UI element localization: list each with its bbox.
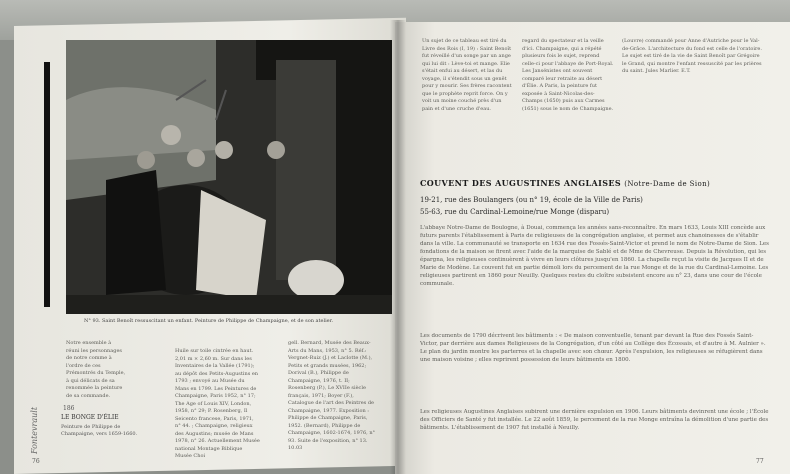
sidebar-number: 186 bbox=[63, 405, 75, 412]
right-top-column-3: (Louvre) commandé pour Anne d'Autriche pour le Val-de-Grâce. L'architecture du fond est celle de l'oratoire. Le sujet est tiré de la vie de Saint Benoît par Grégoire le Grand, qui montre l'enfant ressuscité par les prières du saint. Jules Marlier. E.T. bbox=[622, 38, 762, 74]
painting-figure bbox=[66, 40, 392, 314]
section-heading-paren: (Notre-Dame de Sion) bbox=[624, 180, 711, 188]
left-page-number: 76 bbox=[32, 458, 40, 465]
left-column-1: Notre ensemble à réuni les personnages de notre comme à l'ordre de ces Prémontrés du Temple, à qui délicats de sa renommée la peinture de sa commande. bbox=[66, 340, 126, 399]
right-body-paragraph-2: Les documents de 1790 décrivent les bâtiments : « De maison conventuelle, tenant par devant la Rue des Fossés Saint-Victor, par derrière aux dames Religieuses de la Congrégation, d'un côté au Collège des Écossais, et d'autre à M. Aulnier ». Le plan du jardin montre les parterres et la chapelle avec son chœur. Après l'expulsion, les religieuses se réfugièrent dans une maison voisine ; elles reprirent possession de leurs bâtiments en 1800. bbox=[420, 333, 766, 363]
right-page-number: 77 bbox=[756, 458, 764, 465]
address-line-2: 55-63, rue du Cardinal-Lemoine/rue Monge (disparu) bbox=[420, 208, 610, 216]
right-top-column-2: regard du spectateur et la veille d'ici. Champaigne, qui a répété plusieurs fois le sujet, reprend celle-ci pour l'abbaye de Port-Royal. Les Jansénistes ont souvent comparé leur retraite au désert d'Élie. A Paris, la peinture fut exposée à Saint-Nicolas-des-Champs (1650) puis aux Carmes (1651) sous le nom de Champaigne. bbox=[522, 38, 614, 112]
right-top-column-1: Un sujet de ce tableau est tiré du Livre des Rois (I, 19) : Saint Benoît fut réveillé d'un songe par un ange qui lui dit : Lève-toi et mange. Elie s'était enfui au désert, et las du voyage, il s'étendit sous un genêt pour y mourir. Ses frères racontent que le prophète reprit force. On y voit un moine couché près d'un pain et d'une cruche d'eau. bbox=[422, 38, 512, 112]
figure-caption: N° 93. Saint Benoît ressuscitant un enfant. Peinture de Philippe de Champaigne, et de son atelier. bbox=[84, 318, 334, 324]
painting-image bbox=[66, 40, 392, 314]
sidebar-subtitle: Peinture de Philippe de Champaigne, vers 1659-1660. bbox=[61, 424, 138, 437]
left-column-3: gell. Bernard, Musée des Beaux-Arts du Mans, 1953, n° 5. Réf.: Vergnet-Ruiz (J.) et Laclotte (M.), Petits et grands musées, 1962; Dorival (B.), Philippe de Champaigne, 1976, t. II; Rosenberg (P.), Le XVIIe siècle français, 1971; Boyer (F.), Catalogue de l'art des Peintres de Champaigne, 1977. Exposition : Philippe de Champaigne, Paris, 1952. (Bernard), Philippe de Champaigne, 1602-1674, 1976, n° 93. Suite de l'exposition, n° 13. 10.03 bbox=[288, 340, 376, 451]
right-body-paragraph-1: L'abbaye Notre-Dame de Boulogne, à Douai, commença les années sans-reconnaître. En mars 1633, Louis XIII concède aux futurs parents l'établissement à Paris de religieuses de la congrégation anglaise, et permet aux chanoinesses de s'établir dans la ville. La communauté se transporte en 1634 rue des Fossés-Saint-Victor et prend le nom de Notre-Dame de Sion. Les fondations de la maison se firent avec l'aide de la marquise de Sablé et de Mme de Chevreuse. Depuis la Révolution, qui les épargna, les religieuses continuèrent à vivre en leurs clôtures jusqu'en 1860. La chapelle reçut la visite de Jacques II et de Marie de Modène. Le couvent fut en partie démoli lors du percement de la rue Monge et de la rue du Cardinal-Lemoine. Les religieuses partirent en 1860 pour Neuilly. Quelques restes du cloître subsistent encore au n° 23, dans une cour de l'école communale. bbox=[420, 225, 769, 287]
sidebar-title: LE BONGE D'ÉLIE bbox=[61, 414, 119, 421]
margin-running-head bbox=[30, 374, 40, 454]
section-heading bbox=[420, 178, 710, 188]
margin-bar bbox=[44, 62, 50, 307]
margin-running-head-text: Fontevrault bbox=[30, 406, 39, 454]
left-column-2: Huile sur toile cintrée en haut. 2,01 m × 2,60 m. Sur dans les Inventaires de la Vallée (1791); au dépôt des Petits-Augustins en 1793 ; envoyé au Musée du Mans en 1799. Les Peintures de Champaigne, Paris 1952, n° 17; The Age of Louis XIV, London, 1958, n° 29; P. Rosenberg, Il Seicento francese, Paris, 1971, n° 44. ; Champaigne, religieux des Augustins; musée de Mans 1978, n° 26. Actuellement Musée national Montage Biblique Musée Choi bbox=[175, 348, 260, 459]
section-heading-main: COUVENT DES AUGUSTINES ANGLAISES bbox=[420, 178, 622, 188]
address-line-1: 19-21, rue des Boulangers (ou n° 19, école de la Ville de Paris) bbox=[420, 196, 643, 204]
right-body-paragraph-3: Les religieuses Augustines Anglaises subirent une dernière expulsion en 1906. Leurs bâtiments devinrent une école ; l'École des Officiers de Santé y fut installée. Le 22 août 1859, le percement de la rue Monge entraîna la démolition d'une partie des bâtiments. L'établissement de 1907 fut installé à Neuilly. bbox=[420, 409, 769, 431]
book-gutter bbox=[390, 20, 406, 474]
